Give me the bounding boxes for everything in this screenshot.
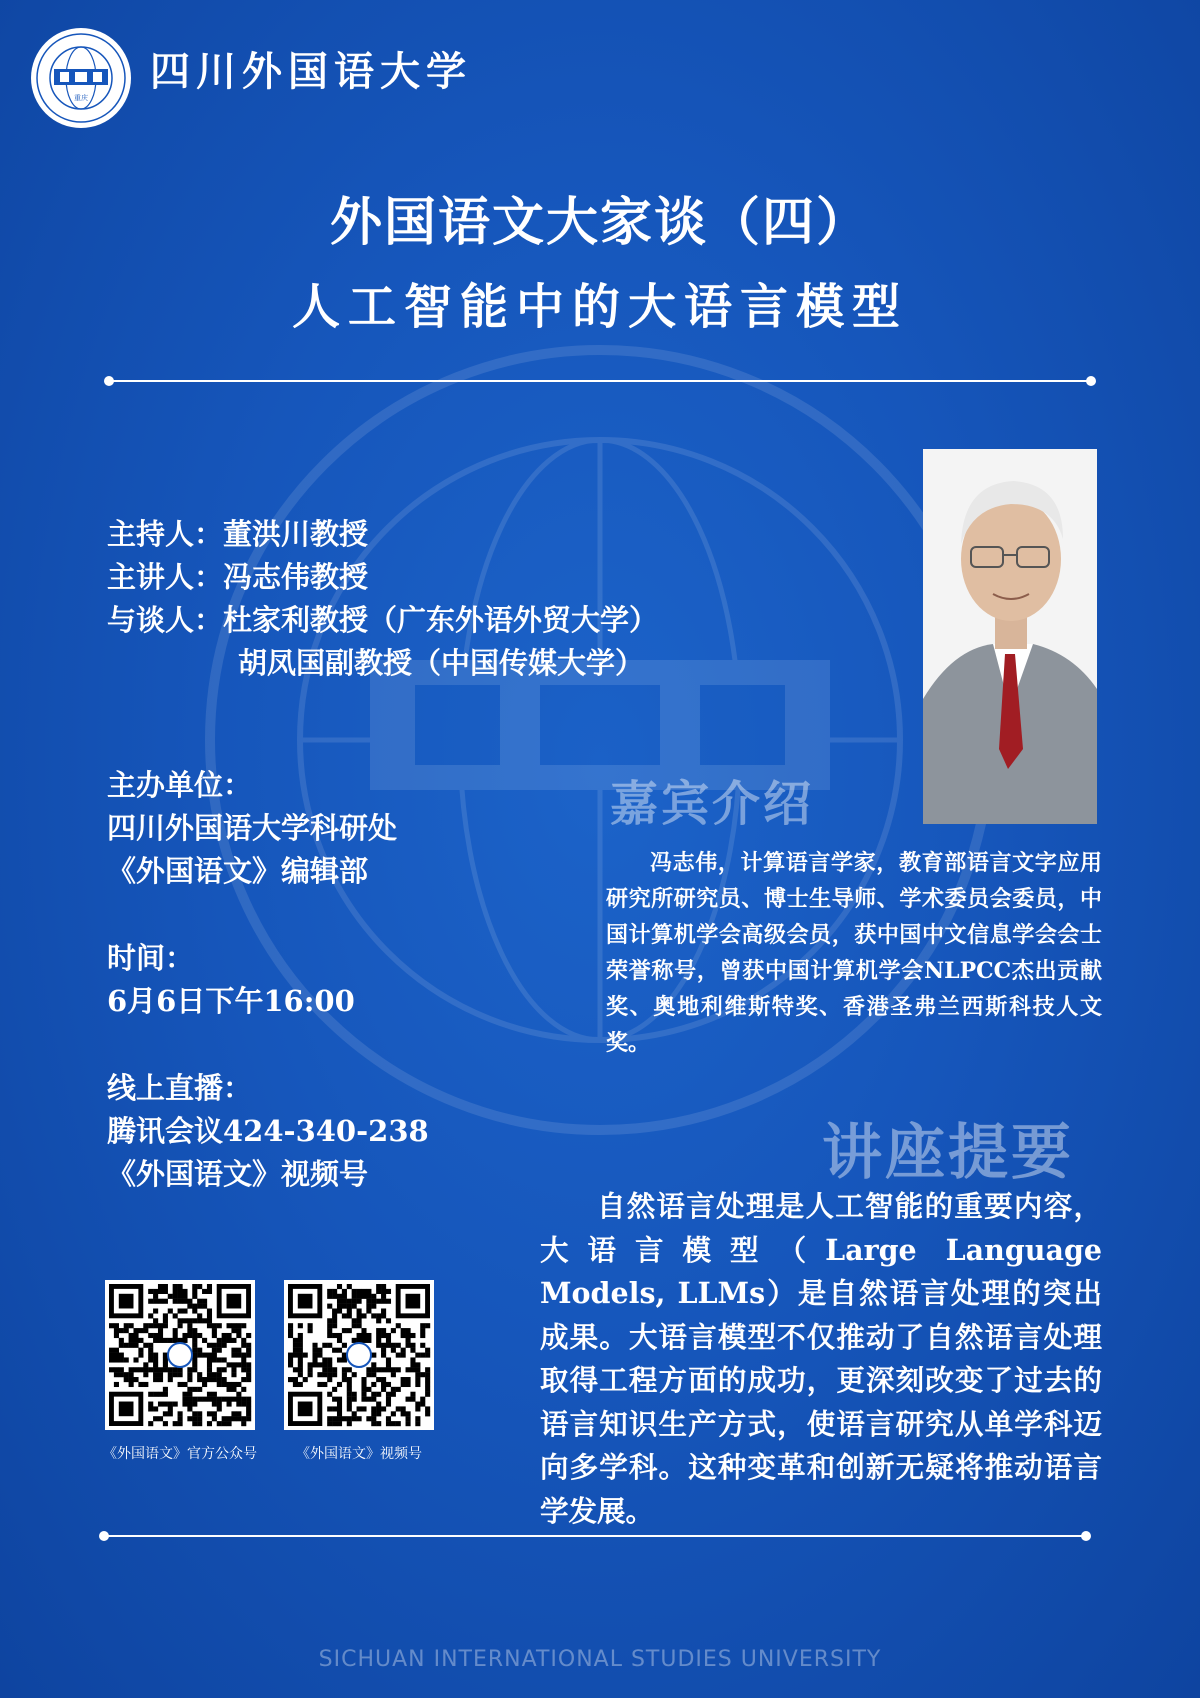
lecture-abstract-text: 自然语言处理是人工智能的重要内容，大语言模型（Large Language Models, LLMs）是自然语言处理的突出成果。大语言模型不仅推动了自然语言处理取得工程方面的成功，更深刻改变了过去的语言知识生产方式，使语言研究从单学科迈向多学科。这种变革和创新无疑将推动语言学发展。 — [540, 1189, 1102, 1528]
live-label: 线上直播： — [107, 1071, 253, 1105]
panel-line-2 — [238, 642, 644, 685]
time-label: 时间： — [107, 941, 195, 975]
guest-bio — [606, 845, 1102, 1061]
speaker-name: 冯志伟教授 — [223, 560, 369, 594]
lecture-heading: 讲座提要 — [822, 1118, 1074, 1188]
lecture-abstract — [540, 1185, 1102, 1533]
live-meeting: 腾讯会议424-340-238 — [107, 1114, 429, 1148]
guest-heading: 嘉宾介绍 — [610, 776, 815, 832]
panel-member-2: 胡凤国副教授（中国传媒大学） — [238, 646, 645, 680]
qr-caption-official-account: 《外国语文》官方公众号 — [103, 1446, 257, 1462]
school-name: 四川外国语大学 — [150, 49, 472, 95]
live-channel: 《外国语文》视频号 — [107, 1157, 369, 1191]
organizer-line-2: 《外国语文》编辑部 — [107, 854, 369, 888]
speaker-photo — [923, 449, 1097, 824]
logo-city: 重庆 — [74, 94, 88, 102]
organizer-label: 主办单位： — [107, 768, 253, 802]
bottom-divider — [104, 1535, 1086, 1537]
panel-member-1: 杜家利教授（广东外语外贸大学） — [223, 603, 659, 637]
footer-text: SICHUAN INTERNATIONAL STUDIES UNIVERSITY — [318, 1647, 882, 1672]
university-logo — [30, 27, 132, 129]
guest-bio-text: 冯志伟，计算语言学家，教育部语言文字应用研究所研究员、博士生导师、学术委员会委员，中国计算机学会高级会员，获中国中文信息学会会士荣誉称号，曾获中国计算机学会NLPCC杰出贡献奖、奥地利维斯特奖、香港圣弗兰西斯科技人文奖。 — [606, 850, 1102, 1056]
organizer-line-1: 四川外国语大学科研处 — [107, 811, 398, 845]
qr-code-official-account — [105, 1280, 255, 1430]
host-line — [107, 513, 368, 556]
panel-label: 与谈人： — [107, 603, 224, 637]
lecture-title: 人工智能中的大语言模型 — [291, 279, 908, 335]
host-name: 董洪川教授 — [223, 517, 369, 551]
panel-line-1 — [107, 599, 658, 642]
speaker-line — [107, 556, 368, 599]
qr-caption-video-channel: 《外国语文》视频号 — [296, 1446, 422, 1462]
top-divider — [109, 380, 1091, 382]
event-series-title: 外国语文大家谈（四） — [329, 192, 870, 253]
qr-code-video-channel — [284, 1280, 434, 1430]
speaker-label: 主讲人： — [107, 560, 224, 594]
host-label: 主持人： — [107, 517, 224, 551]
time-value: 6月6日下午16:00 — [107, 984, 355, 1018]
